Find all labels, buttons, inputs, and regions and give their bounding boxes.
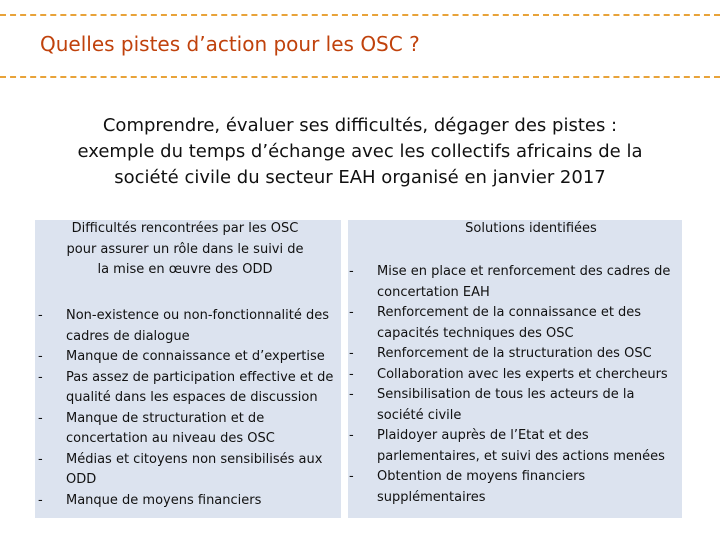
- bullet-dash: -: [38, 410, 43, 426]
- heading-line: pour assurer un rôle dans le suivi de: [66, 241, 304, 257]
- bullet-dash: -: [349, 305, 354, 320]
- list-item-line: Manque de structuration et de: [66, 410, 265, 426]
- bullet-dash: -: [38, 492, 43, 508]
- list-item: [35, 491, 335, 512]
- bullet-dash: -: [38, 369, 43, 385]
- bullet-dash: -: [349, 428, 354, 443]
- list-item: [35, 450, 335, 491]
- bullet-dash: -: [349, 346, 354, 361]
- bullet-dash: -: [349, 264, 354, 279]
- list-item-line: Médias et citoyens non sensibilisés aux: [66, 451, 323, 467]
- list-item: [348, 303, 682, 344]
- bullet-dash: -: [38, 308, 43, 323]
- list-item-line: parlementaires, et suivi des actions menées: [377, 448, 665, 464]
- list-item-line: qualité dans les espaces de discussion: [66, 390, 318, 405]
- list-item-line: ODD: [66, 472, 97, 487]
- heading-line: Solutions identifiées: [465, 221, 597, 236]
- list-item: [348, 467, 682, 508]
- subtitle-line: société civile du secteur EAH organisé en janvier 2017: [114, 167, 606, 188]
- bullet-dash: -: [349, 366, 354, 382]
- list-item: [348, 344, 682, 365]
- list-item-line: Manque de connaissance et d’expertise: [66, 349, 325, 364]
- list-item: [35, 409, 335, 450]
- list-item: [348, 365, 682, 386]
- bullet-dash: -: [349, 387, 354, 402]
- list-item-line: société civile: [377, 407, 462, 423]
- list-item: [35, 368, 335, 409]
- heading-line: la mise en œuvre des ODD: [97, 262, 273, 277]
- list-item-line: Obtention de moyens financiers: [377, 469, 586, 484]
- list-item-line: Renforcement de la structuration des OSC: [377, 346, 652, 361]
- list-item-line: Collaboration avec les experts et chercheurs: [377, 366, 668, 382]
- heading-line: Difficultés rencontrées par les OSC: [71, 221, 299, 236]
- list-item: [35, 306, 335, 347]
- subtitle-line: Comprendre, évaluer ses difficultés, dégager des pistes :: [102, 115, 618, 136]
- solutions-list: [348, 262, 682, 508]
- list-item-line: Mise en place et renforcement des cadres de: [377, 264, 671, 279]
- list-item-line: Plaidoyer auprès de l’Etat et des: [377, 428, 589, 443]
- bullet-dash: -: [38, 451, 43, 467]
- list-item-line: Renforcement de la connaissance et des: [377, 305, 642, 320]
- list-item: [348, 385, 682, 426]
- list-item-line: concertation au niveau des OSC: [66, 431, 275, 446]
- list-item: [348, 262, 682, 303]
- slide-subtitle: [30, 113, 690, 191]
- list-item: [348, 426, 682, 467]
- top-dashed-rule: [0, 14, 720, 16]
- bullet-dash: -: [38, 349, 43, 364]
- list-item-line: Non-existence ou non-fonctionnalité des: [66, 308, 330, 323]
- subtitle-line: exemple du temps d’échange avec les collectifs africains de la: [77, 141, 643, 162]
- list-item-line: concertation EAH: [377, 284, 490, 300]
- list-item-line: Sensibilisation de tous les acteurs de la: [377, 387, 635, 402]
- bottom-dashed-rule: [0, 76, 720, 78]
- list-item-line: Manque de moyens financiers: [66, 492, 262, 508]
- solutions-heading: [348, 219, 714, 240]
- bullet-dash: -: [349, 469, 354, 484]
- difficulties-heading: [35, 219, 335, 281]
- slide-title: Quelles pistes d’action pour les OSC ?: [40, 32, 420, 56]
- list-item-line: cadres de dialogue: [66, 328, 190, 344]
- list-item: [35, 347, 335, 368]
- list-item-line: capacités techniques des OSC: [377, 325, 574, 341]
- list-item-line: supplémentaires: [377, 489, 486, 505]
- difficulties-list: [35, 306, 335, 511]
- list-item-line: Pas assez de participation effective et de: [66, 369, 334, 385]
